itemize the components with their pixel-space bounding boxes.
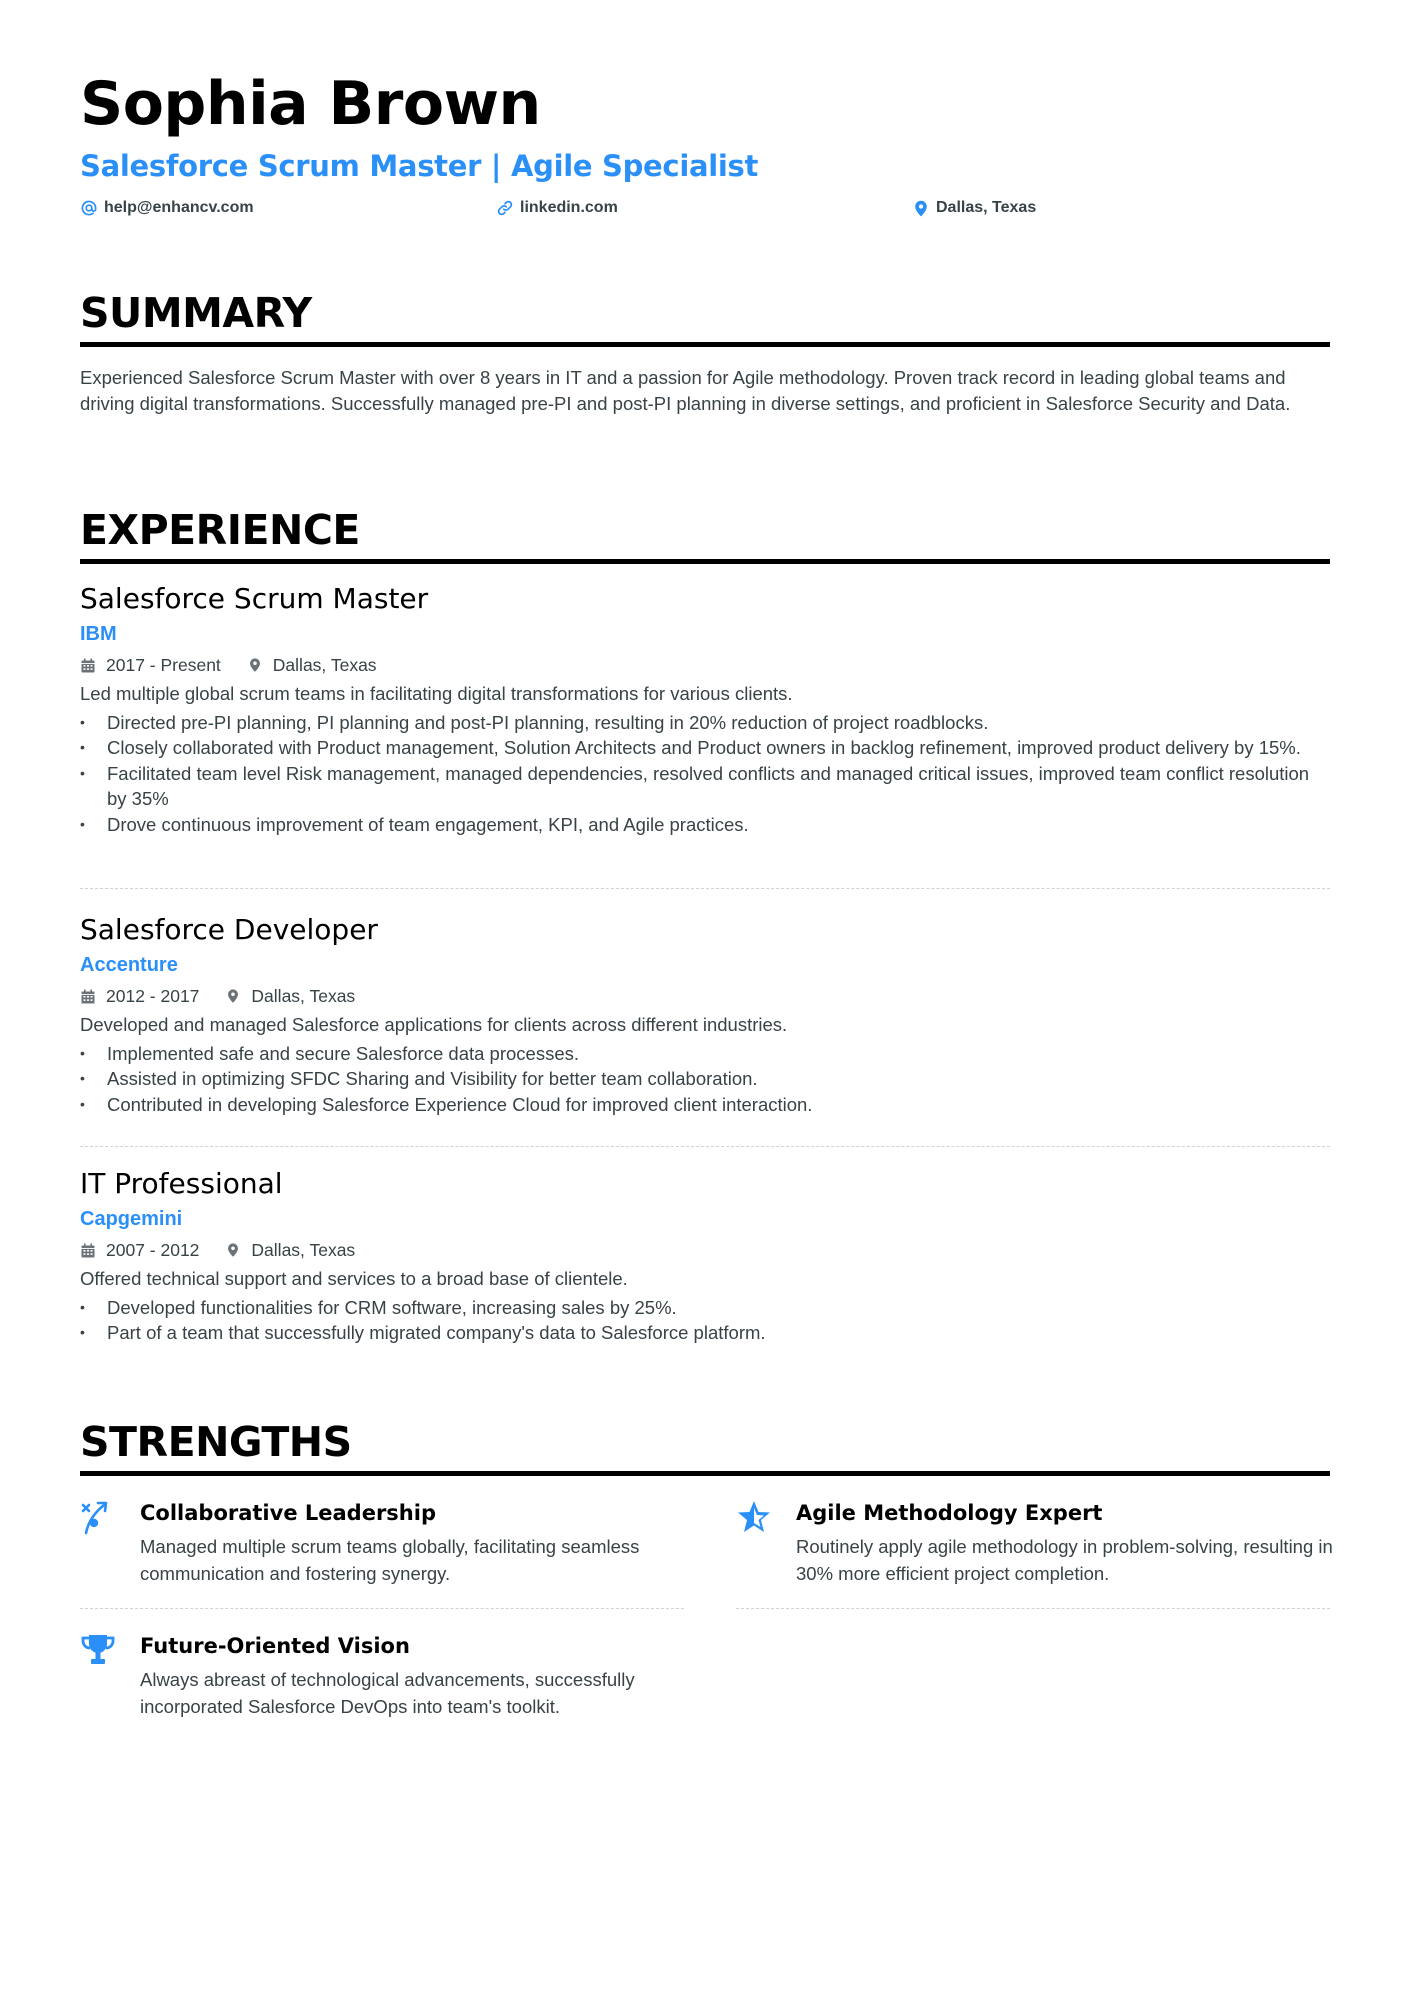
entry-divider xyxy=(80,888,1330,889)
summary-heading: SUMMARY xyxy=(80,289,312,337)
location-pin-icon xyxy=(225,1242,241,1258)
star-icon xyxy=(736,1499,772,1535)
at-icon xyxy=(80,200,97,217)
bullet-item: • Directed pre-PI planning, PI planning and post-PI planning, resulting in 20% reduction of project roadblocks. xyxy=(80,710,1330,736)
job-bullets xyxy=(80,1041,1330,1118)
bullet-item: • Contributed in developing Salesforce Experience Cloud for improved client interaction. xyxy=(80,1092,1330,1118)
job-description: Offered technical support and services to a broad base of clientele. xyxy=(80,1268,628,1289)
job-title: IT Professional xyxy=(80,1167,283,1200)
job-meta xyxy=(80,982,1330,1010)
job-meta xyxy=(80,1236,1330,1264)
calendar-icon xyxy=(80,657,96,673)
contact-linkedin[interactable] xyxy=(496,196,912,220)
location-pin-icon xyxy=(225,988,241,1004)
experience-entry xyxy=(80,1166,1330,1346)
bullet-item: • Assisted in optimizing SFDC Sharing and Visibility for better team collaboration. xyxy=(80,1066,1330,1092)
candidate-name: Sophia Brown xyxy=(80,69,541,139)
strength-description: Managed multiple scrum teams globally, facilitating seamless communication and fostering synergy. xyxy=(140,1536,640,1584)
summary-section-header xyxy=(80,288,1330,347)
contact-email[interactable] xyxy=(80,196,496,220)
dates-text: 2007 - 2012 xyxy=(106,1240,200,1260)
section-rule xyxy=(80,559,1330,564)
bullet-item: • Implemented safe and secure Salesforce data processes. xyxy=(80,1041,1330,1067)
bullet-item: • Developed functionalities for CRM software, increasing sales by 25%. xyxy=(80,1295,1330,1321)
job-dates xyxy=(80,982,199,1010)
location-text: Dallas, Texas xyxy=(272,655,377,675)
job-description: Led multiple global scrum teams in facilitating digital transformations for various clients. xyxy=(80,683,793,704)
job-title: Salesforce Scrum Master xyxy=(80,582,429,615)
contact-location xyxy=(912,196,1328,220)
job-title: Salesforce Developer xyxy=(80,913,378,946)
contact-row xyxy=(80,196,1330,220)
location-pin-icon xyxy=(912,200,929,217)
job-location xyxy=(247,651,377,679)
strength-title: Agile Methodology Expert xyxy=(796,1501,1103,1525)
dates-text: 2012 - 2017 xyxy=(106,986,200,1006)
location-pin-icon xyxy=(247,657,263,673)
bullet-item: • Closely collaborated with Product management, Solution Architects and Product owners in backlog refinement, improved product delivery by 15%. xyxy=(80,735,1330,761)
job-description: Developed and managed Salesforce applications for clients across different industries. xyxy=(80,1014,788,1035)
entry-divider xyxy=(80,1146,1330,1147)
company-name: Accenture xyxy=(80,954,178,976)
job-location xyxy=(225,1236,355,1264)
linkedin-text: linkedin.com xyxy=(520,199,618,216)
company-name: IBM xyxy=(80,623,117,645)
job-bullets xyxy=(80,1295,1330,1346)
strength-description: Always abreast of technological advancements, successfully incorporated Salesforce DevOps into team's toolkit. xyxy=(140,1669,635,1717)
strength-divider xyxy=(80,1608,684,1609)
bullet-item: • Drove continuous improvement of team engagement, KPI, and Agile practices. xyxy=(80,812,1330,838)
strength-title: Collaborative Leadership xyxy=(140,1501,436,1525)
job-bullets xyxy=(80,710,1330,838)
bullet-item: • Part of a team that successfully migrated company's data to Salesforce platform. xyxy=(80,1320,1330,1346)
strength-divider xyxy=(736,1608,1330,1609)
strengths-heading: STRENGTHS xyxy=(80,1418,352,1466)
experience-entry xyxy=(80,581,1330,838)
summary-text: Experienced Salesforce Scrum Master with over 8 years in IT and a passion for Agile methodology. Proven track record in leading global teams and driving digital transformations. Successfully managed pre-PI and post-PI planning in diverse settings, and proficient in Salesforce Security and Data. xyxy=(80,367,1291,414)
job-dates xyxy=(80,651,221,679)
location-text: Dallas, Texas xyxy=(251,986,356,1006)
email-text: help@enhancv.com xyxy=(104,199,254,216)
strength-title: Future-Oriented Vision xyxy=(140,1634,410,1658)
strengths-section-header xyxy=(80,1417,1330,1476)
experience-entry xyxy=(80,912,1330,1117)
experience-section-header xyxy=(80,505,1330,564)
strategy-play-icon xyxy=(80,1499,116,1535)
location-text: Dallas, Texas xyxy=(936,199,1037,216)
job-dates xyxy=(80,1236,199,1264)
section-rule xyxy=(80,342,1330,347)
dates-text: 2017 - Present xyxy=(106,655,221,675)
calendar-icon xyxy=(80,1242,96,1258)
bullet-item: • Facilitated team level Risk management, managed dependencies, resolved conflicts and managed critical issues, improved team conflict resolution by 35% xyxy=(80,761,1330,812)
job-location xyxy=(225,982,355,1010)
company-name: Capgemini xyxy=(80,1208,183,1230)
location-text: Dallas, Texas xyxy=(251,1240,356,1260)
section-rule xyxy=(80,1471,1330,1476)
trophy-icon xyxy=(80,1632,116,1668)
candidate-title: Salesforce Scrum Master | Agile Specialist xyxy=(80,149,759,183)
strength-description: Routinely apply agile methodology in problem-solving, resulting in 30% more efficient project completion. xyxy=(796,1536,1333,1584)
link-icon xyxy=(496,200,513,217)
experience-heading: EXPERIENCE xyxy=(80,506,360,554)
calendar-icon xyxy=(80,988,96,1004)
job-meta xyxy=(80,651,1330,679)
